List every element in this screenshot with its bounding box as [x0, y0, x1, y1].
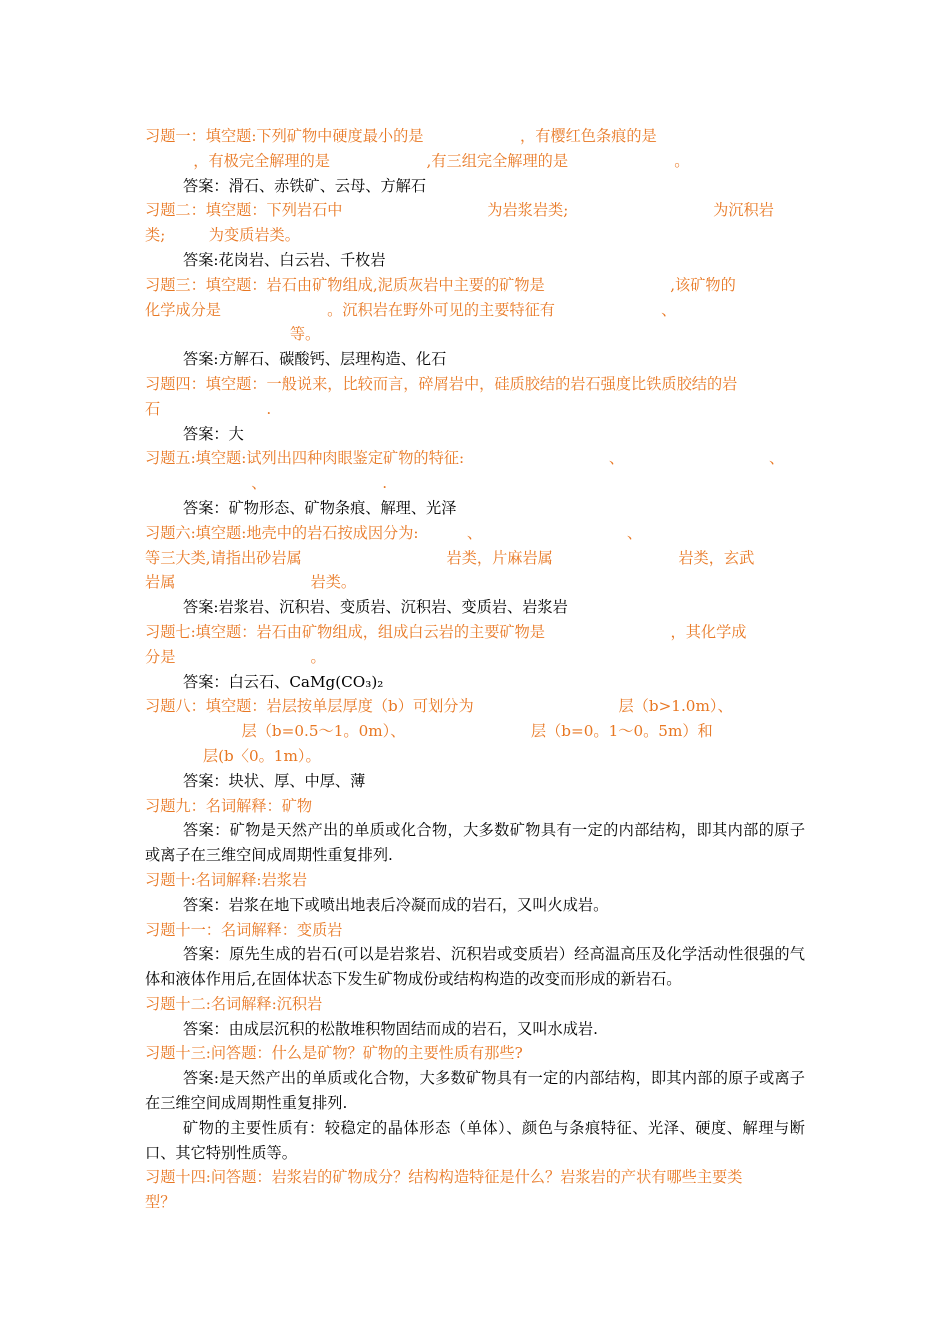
question-line: 层（b=0.5～1。0m）、 层（b=0。1～0。5m）和 — [145, 722, 713, 741]
answer: 答案：大 — [183, 424, 244, 443]
question-line: 习题十四:问答题：岩浆岩的矿物成分？结构构造特征是什么？岩浆岩的产状有哪些主要类 — [145, 1168, 743, 1187]
question-line: 习题十:名词解释:岩浆岩 — [145, 870, 308, 889]
exercise-12 — [145, 992, 805, 1042]
question-line: 层(b〈0。1m）。 — [145, 746, 321, 765]
question-line: 型？ — [145, 1193, 176, 1212]
exercise-4 — [145, 372, 805, 446]
question-line: 习题四：填空题：一般说来，比较而言，碎屑岩中，硅质胶结的岩石强度比铁质胶结的岩 — [145, 374, 738, 393]
exercise-7 — [145, 620, 805, 694]
question-line: 习题三：填空题：岩石由矿物组成,泥质灰岩中主要的矿物是 ,该矿物的 — [145, 275, 736, 294]
answer: 答案:方解石、碳酸钙、层理构造、化石 — [183, 350, 447, 369]
answer: 答案：矿物是天然产出的单质或化合物，大多数矿物具有一定的内部结构，即其内部的原子或离子在三维空间成周期性重复排列. — [145, 821, 805, 865]
answer: 答案：滑石、赤铁矿、云母、方解石 — [183, 176, 426, 195]
answer: 答案:岩浆岩、沉积岩、变质岩、沉积岩、变质岩、岩浆岩 — [183, 598, 568, 617]
question-line: 习题二：填空题：下列岩石中 为岩浆岩类; 为沉积岩 — [145, 201, 774, 220]
question-line: 习题七:填空题：岩石由矿物组成，组成白云岩的主要矿物是 ，其化学成 — [145, 622, 747, 641]
question-line: 类; 为变质岩类。 — [145, 226, 300, 245]
exercise-5 — [145, 446, 805, 520]
exercise-6 — [145, 521, 805, 620]
exercise-11 — [145, 918, 805, 992]
question-line: 习题六:填空题:地壳中的岩石按成因分为: 、 、 — [145, 523, 643, 542]
exercise-8 — [145, 694, 805, 793]
question-line: 化学成分是 。沉积岩在野外可见的主要特征有 、 — [145, 300, 677, 319]
question-line: 等三大类,请指出砂岩属 岩类，片麻岩属 岩类，玄武 — [145, 548, 755, 567]
question-line: 分是 。 — [145, 647, 326, 666]
question-line: 岩属 岩类。 — [145, 573, 357, 592]
question-line: 习题五:填空题:试列出四种肉眼鉴定矿物的特征: 、 、 — [145, 449, 785, 468]
exercise-2 — [145, 198, 805, 272]
question-line: 习题十一：名词解释：变质岩 — [145, 920, 343, 939]
question-line: 、 . — [145, 474, 388, 493]
answer: 答案：白云石、CaMg(CO₃)₂ — [183, 672, 384, 691]
exercise-3 — [145, 273, 805, 372]
question-line: 习题一：填空题:下列矿物中硬度最小的是 ，有樱红色条痕的是 — [145, 127, 657, 145]
document-page — [145, 124, 805, 1215]
answer: 答案：原先生成的岩石(可以是岩浆岩、沉积岩或变质岩）经高温高压及化学活动性很强的气体和液体作用后,在固体状态下发生矿物成份或结构构造的改变而形成的新岩石。 — [145, 945, 805, 989]
exercise-1 — [145, 124, 805, 198]
answer: 答案：由成层沉积的松散堆积物固结而成的岩石，又叫水成岩. — [183, 1019, 598, 1038]
question-line: 习题十三:问答题：什么是矿物？矿物的主要性质有那些? — [145, 1044, 523, 1063]
question-line: 习题十二:名词解释:沉积岩 — [145, 994, 323, 1013]
exercise-14 — [145, 1165, 805, 1215]
answer: 答案:花岗岩、白云岩、千枚岩 — [183, 250, 386, 269]
question-line: 等。 — [145, 325, 321, 344]
question-line: 习题九：名词解释：矿物 — [145, 796, 313, 815]
answer: 答案：岩浆在地下或喷出地表后冷凝而成的岩石，又叫火成岩。 — [183, 895, 609, 914]
question-line: ，有极完全解理的是 ,有三组完全解理的是 。 — [145, 151, 690, 170]
answer: 答案:是天然产出的单质或化合物，大多数矿物具有一定的内部结构，即其内部的原子或离子在三维空间成周期性重复排列. — [145, 1069, 805, 1113]
question-line: 习题八：填空题：岩层按单层厚度（b）可划分为 层（b>1.0m）、 — [145, 697, 733, 716]
question-line: 石 . — [145, 399, 272, 418]
exercise-13 — [145, 1041, 805, 1165]
exercise-9 — [145, 794, 805, 868]
answer: 答案：块状、厚、中厚、薄 — [183, 771, 366, 790]
answer-paragraph: 矿物的主要性质有：较稳定的晶体形态（单体）、颜色与条痕特征、光泽、硬度、解理与断口、其它特别性质等。 — [145, 1118, 805, 1162]
answer: 答案：矿物形态、矿物条痕、解理、光泽 — [183, 498, 457, 517]
exercise-10 — [145, 868, 805, 918]
